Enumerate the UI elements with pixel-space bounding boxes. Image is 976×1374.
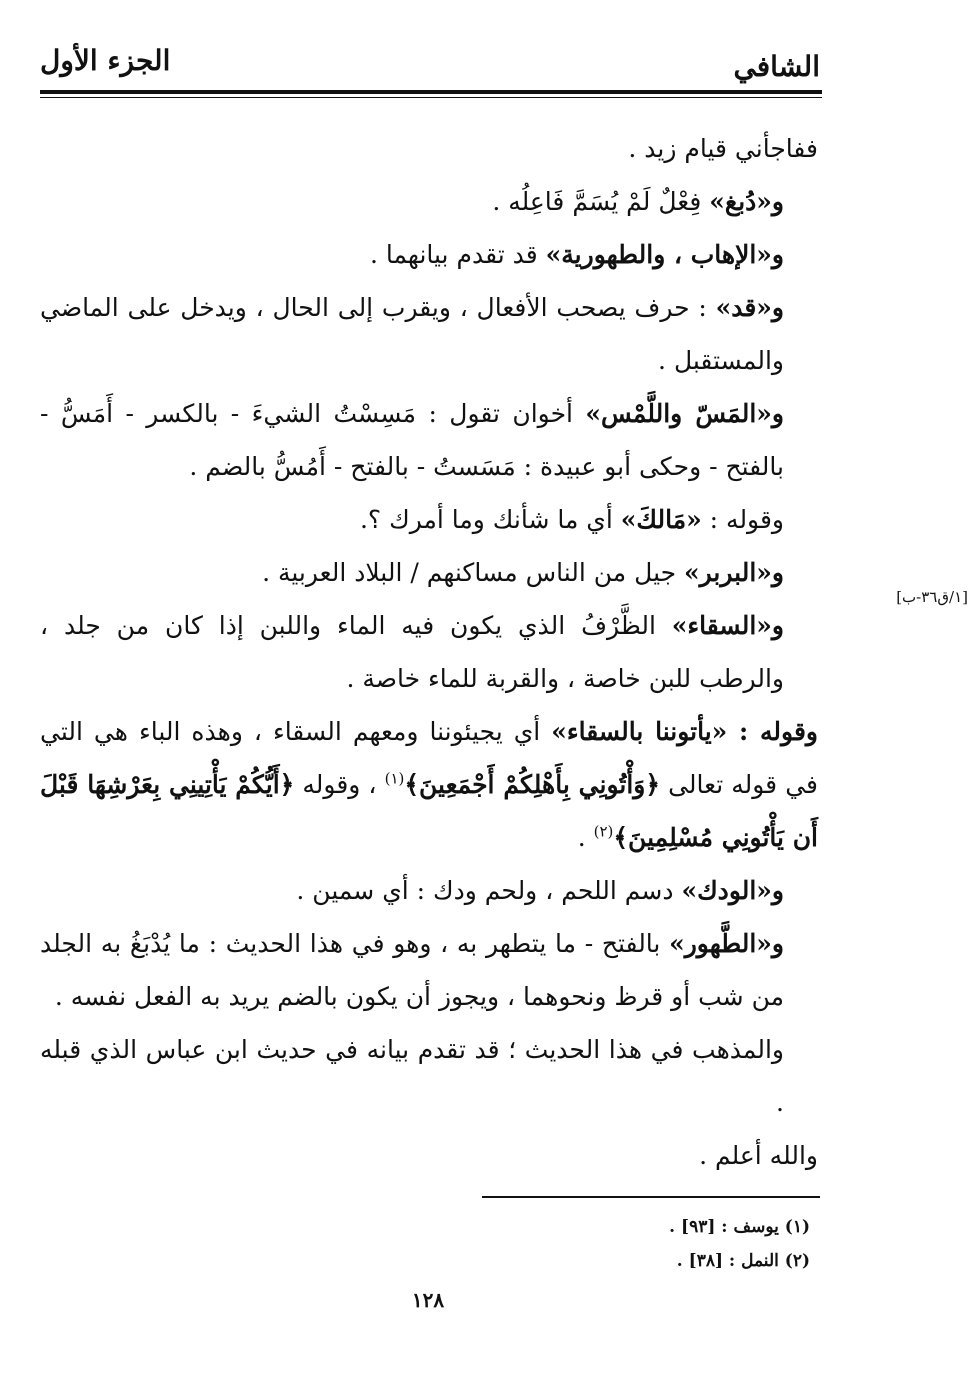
paragraph-lead: وقوله : [701, 505, 784, 534]
paragraph-text: أخوان تقول : مَسِسْتُ الشيءَ - بالكسر - أَمَسُّ - بالفتح - وحكى أبو عبيدة : مَسَستُ - بالفتح - أَمُسُّ بالضم . [40, 399, 784, 481]
margin-manuscript-ref: [١/ق٣٦-ب] [896, 588, 968, 606]
quran-verse: ﴿أَيُّكُمْ يَأْتِينِي بِعَرْشِهَا قَبْلَ أَن يَأْتُونِي مُسْلِمِينَ﴾ [40, 770, 818, 852]
paragraph-text: ، وقوله [294, 770, 385, 799]
paragraph [40, 175, 818, 228]
footnote: (٢) النمل : [٣٨] . [676, 1251, 810, 1271]
paragraph-text: أي يجيئوننا ومعهم السقاء ، وهذه الباء هي التي في قوله تعالى [40, 717, 819, 799]
paragraph [40, 705, 818, 864]
defined-term: و«المَسّ واللَّمْس» [585, 399, 784, 428]
header-rule [40, 90, 822, 94]
paragraph [40, 228, 818, 281]
paragraph [40, 1023, 818, 1129]
page-number: ١٢٨ [411, 1288, 445, 1312]
paragraph-text: بالفتح - ما يتطهر به ، وهو في هذا الحديث : ما يُدْبَغُ به الجلد من شب أو قرظ ونحوهما ، ويجوز أن يكون بالضم يريد به الفعل نفسه . [40, 929, 784, 1011]
paragraph [40, 281, 818, 387]
paragraph-text: قد تقدم بيانهما . [369, 240, 546, 269]
paragraph-text: : حرف يصحب الأفعال ، ويقرب إلى الحال ، ويدخل على الماضي والمستقبل . [40, 293, 784, 375]
paragraph-text: . [577, 823, 594, 852]
paragraph-text: والله أعلم . [699, 1141, 818, 1170]
paragraph [40, 864, 818, 917]
footnote: (١) يوسف : [٩٣] . [669, 1217, 810, 1237]
paragraph-text: أي ما شأنك وما أمرك ؟. [359, 505, 621, 534]
defined-term: و«الإهاب ، والطهورية» [545, 240, 784, 269]
paragraph [40, 546, 818, 599]
footnotes [480, 1210, 810, 1278]
paragraph [40, 1129, 818, 1182]
main-text [40, 122, 818, 1182]
footnote-separator [482, 1196, 820, 1198]
paragraph [40, 599, 818, 705]
quran-verse: ﴿وَأْتُونِي بِأَهْلِكُمْ أَجْمَعِينَ﴾ [404, 770, 660, 799]
paragraph-text: دسم اللحم ، ولحم ودك : أي سمين . [296, 876, 682, 905]
paragraph [40, 387, 818, 493]
header-rule-thin [40, 97, 822, 98]
defined-term: و«الودك» [681, 876, 784, 905]
defined-term: و«البربر» [684, 558, 784, 587]
paragraph-text: والمذهب في هذا الحديث ؛ قد تقدم بيانه في حديث ابن عباس الذي قبله . [40, 1035, 785, 1117]
book-title: الشافي [733, 50, 820, 83]
paragraph-text: ففاجأني قيام زيد . [628, 134, 818, 163]
defined-term: و«السقاء» [671, 611, 784, 640]
paragraph-text: الظَّرْفُ الذي يكون فيه الماء واللبن إذا كان من جلد ، والرطب للبن خاصة ، والقربة للماء خاصة . [40, 611, 784, 693]
page-header [40, 44, 820, 84]
defined-term: و«قد» [715, 293, 784, 322]
paragraph [40, 122, 818, 175]
paragraph [40, 917, 818, 1023]
defined-term: «مَالكَ» [620, 505, 702, 534]
footnote-marker: (٢) [593, 822, 614, 841]
volume-label: الجزء الأول [40, 44, 171, 77]
defined-term: «يأتوننا بالسقاء» [551, 717, 728, 746]
defined-term: و«دُبغ» [709, 187, 784, 216]
paragraph [40, 493, 818, 546]
paragraph-lead: وقوله : [727, 717, 818, 746]
defined-term: و«الطَّهور» [669, 929, 784, 958]
paragraph-text: فِعْلٌ لَمْ يُسَمَّ فَاعِلُه . [492, 187, 710, 216]
footnote-marker: (١) [384, 769, 405, 788]
paragraph-text: جيل من الناس مساكنهم / البلاد العربية . [262, 558, 685, 587]
